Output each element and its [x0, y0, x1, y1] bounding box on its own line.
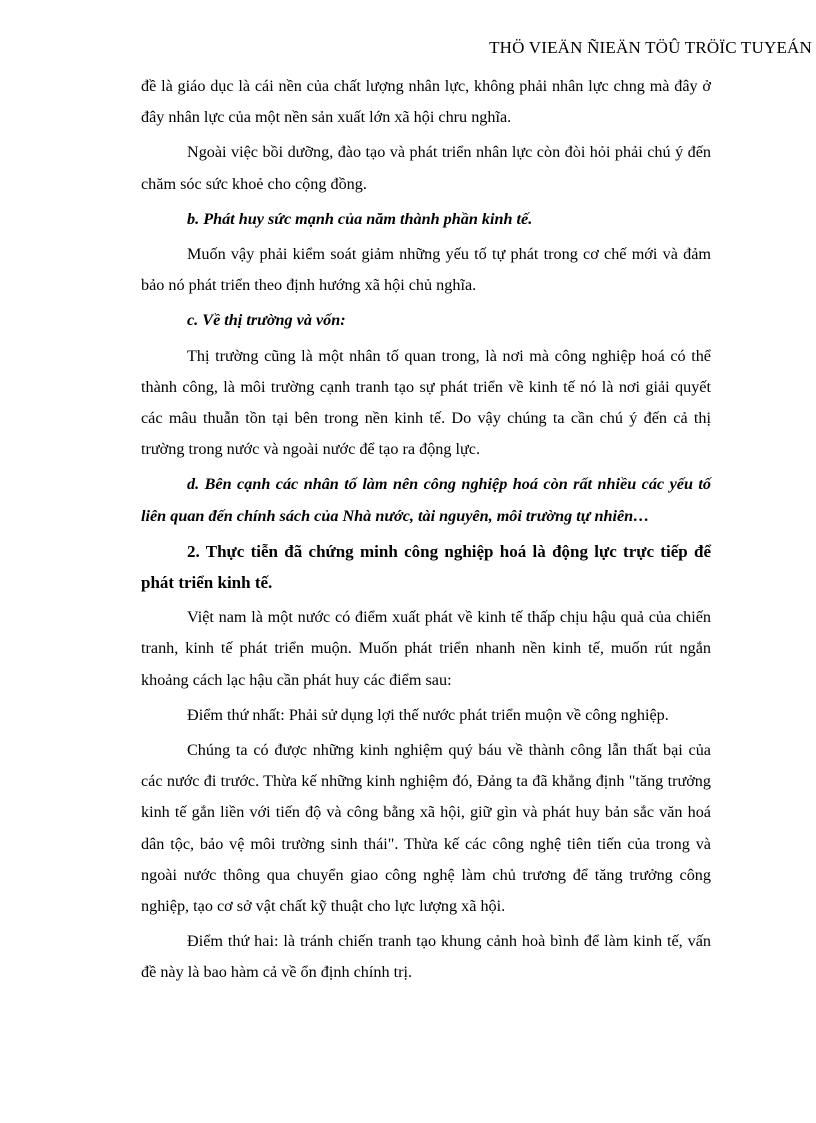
paragraph-point-one: Điểm thứ nhất: Phải sử dụng lợi thế nước phát triển muộn về công nghiệp. [187, 705, 669, 724]
paragraph-point-two: Điểm thứ hai: là tránh chiến tranh tạo khung cảnh hoà bình để làm kinh tế, vấn đề này là bao hàm cả về ổn định chính trị. [141, 932, 711, 982]
paragraph-continuation: đề là giáo dục là cái nền của chất lượng nhân lực, không phải nhân lực chng mà đây ở đây nhân lực của một nền sản xuất lớn xã hội chru nghĩa. [141, 77, 711, 127]
paragraph-health-care: Ngoài việc bồi dưỡng, đào tạo và phát triển nhân lực còn đòi hỏi phải chú ý đến chăm sóc sức khoẻ cho cộng đồng. [141, 143, 711, 193]
subheading-b: b. Phát huy sức mạnh của năm thành phần kinh tế. [187, 209, 533, 228]
subheading-c: c. Về thị trường và vốn: [187, 311, 346, 330]
paragraph-market: Thị trường cũng là một nhân tố quan trong, là nơi mà công nghiệp hoá có thể thành công, là môi trường cạnh tranh tạo sự phát triển về kinh tế nó là nơi giải quyết các mâu thuẫn tồn tại bên trong nền kinh tế. Do vậy chúng ta cần chú ý đến cả thị trường trong nước và ngoài nước để tạo ra động lực. [141, 346, 711, 459]
subheading-d: d. Bên cạnh các nhân tố làm nên công nghiệp hoá còn rất nhiều các yếu tố liên quan đến chính sách của Nhà nước, tài nguyên, môi trường tự nhiên… [141, 475, 711, 525]
page-header: THÖ VIEÄN ÑIEÄN TÖÛ TRÖÏC TUYEÁN [489, 38, 812, 57]
section-heading-2: 2. Thực tiễn đã chứng minh công nghiệp hoá là động lực trực tiếp để phát triển kinh tế. [141, 541, 711, 593]
paragraph-vietnam: Việt nam là một nước có điểm xuất phát về kinh tế thấp chịu hậu quả của chiến tranh, kinh tế phát triển muộn. Muốn phát triển nhanh nền kinh tế, muốn rút ngắn khoảng cách lạc hậu cần phát huy các điểm sau: [141, 608, 711, 689]
document-body [141, 71, 711, 993]
paragraph-control: Muốn vậy phải kiểm soát giảm những yếu tố tự phát trong cơ chế mới và đảm bảo nó phát triển theo định hướng xã hội chủ nghĩa. [141, 245, 711, 295]
paragraph-experience: Chúng ta có được những kinh nghiệm quý báu về thành công lẫn thất bại của các nước đi trước. Thừa kế những kinh nghiệm đó, Đảng ta đã khẳng định "tăng trưởng kinh tế gắn liền với tiến độ và công bằng xã hội, giữ gìn và phát huy bản sắc văn hoá dân tộc, bảo vệ môi trường sinh thái". Thừa kế các công nghệ tiên tiến của trong và ngoài nước thông qua chuyển giao công nghệ làm chủ trương để tăng trưởng công nghiệp, tạo cơ sở vật chất kỹ thuật cho lực lượng xã hội. [141, 741, 711, 916]
